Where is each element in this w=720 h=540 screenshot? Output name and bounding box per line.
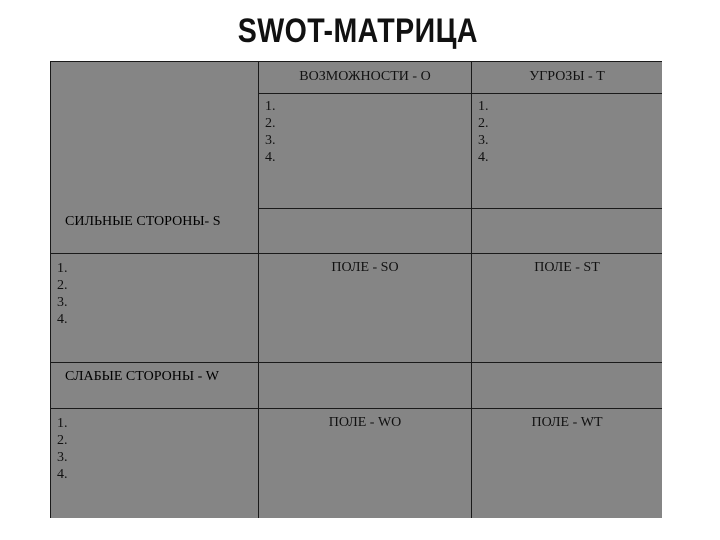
strengths-list [57, 260, 68, 328]
strengths-band-mid [258, 208, 472, 254]
opportunities-list [265, 98, 276, 166]
field-wt-label: ПОЛЕ - WT [531, 415, 603, 430]
list-item: 2. [478, 116, 489, 131]
list-item: 1. [57, 261, 68, 276]
opportunities-header [258, 62, 472, 94]
weaknesses-band-mid [258, 362, 472, 409]
strengths-band-right [471, 208, 662, 254]
threats-header-label: УГРОЗЫ - Т [529, 69, 605, 84]
list-item: 4. [57, 467, 68, 482]
opportunities-list-cell [258, 93, 472, 209]
list-item: 3. [57, 295, 68, 310]
weaknesses-label: СЛАБЫЕ СТОРОНЫ - W [65, 369, 219, 384]
list-item: 1. [265, 99, 276, 114]
strengths-list-cell [51, 253, 259, 363]
opportunities-header-label: ВОЗМОЖНОСТИ - О [299, 69, 431, 84]
list-item: 4. [478, 150, 489, 165]
field-st-label: ПОЛЕ - ST [534, 260, 600, 275]
threats-header [471, 62, 662, 94]
field-wo-label: ПОЛЕ - WO [328, 415, 402, 430]
weaknesses-list [57, 415, 68, 483]
threats-list-cell [471, 93, 662, 209]
field-so-label: ПОЛЕ - SO [331, 260, 399, 275]
list-item: 3. [265, 133, 276, 148]
list-item: 1. [57, 416, 68, 431]
list-item: 1. [478, 99, 489, 114]
list-item: 3. [478, 133, 489, 148]
weaknesses-band-right [471, 362, 662, 409]
list-item: 2. [265, 116, 276, 131]
field-so [258, 253, 472, 363]
list-item: 4. [265, 150, 276, 165]
list-item: 4. [57, 312, 68, 327]
list-item: 2. [57, 433, 68, 448]
list-item: 2. [57, 278, 68, 293]
field-wo [258, 408, 472, 518]
threats-list [478, 98, 489, 166]
page-title: SWOT-МАТРИЦА [237, 12, 478, 50]
field-wt [471, 408, 662, 518]
weaknesses-list-cell [51, 408, 259, 518]
swot-matrix [50, 61, 662, 518]
strengths-label: СИЛЬНЫЕ СТОРОНЫ- S [65, 214, 221, 229]
field-st [471, 253, 662, 363]
list-item: 3. [57, 450, 68, 465]
